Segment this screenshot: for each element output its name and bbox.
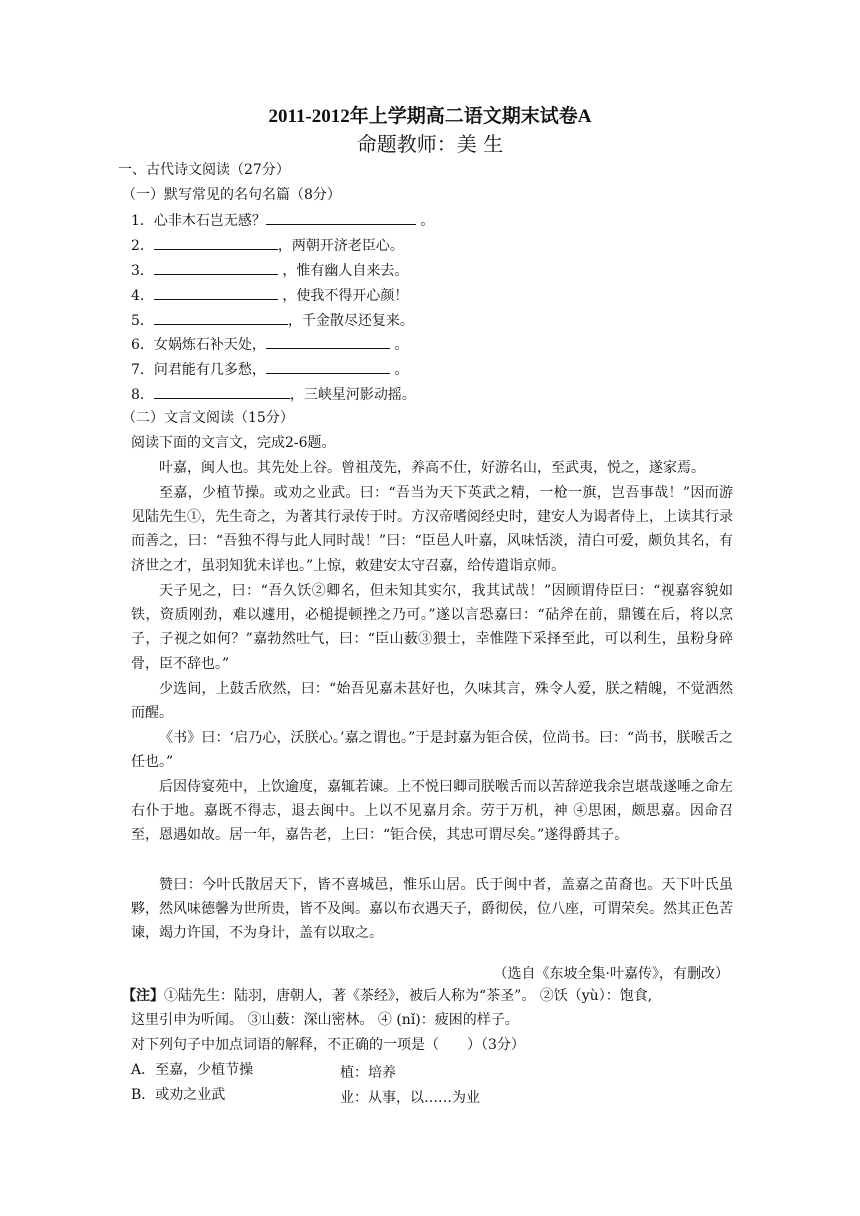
fill-item-4: 4． ，使我不得开心颜！ — [131, 288, 409, 304]
answer-blank[interactable] — [266, 335, 390, 349]
answer-blank[interactable] — [154, 236, 278, 250]
passage-paragraph-5: 《书》曰：‘启乃心，沃朕心。’嘉之谓也。”于是封嘉为钜合侯，位尚书。曰：“尚书，朕喉舌之任也。” — [131, 730, 733, 771]
option-a-sentence[interactable]: A．至嘉，少植节操 — [131, 1062, 254, 1078]
passage-paragraph-7: 赞曰：今叶氏散居天下，皆不喜城邑，惟乐山居。氏于闽中者，盖嘉之苗裔也。天下叶氏虽夥，然风味德馨为世所贵，皆不及闽。嘉以布衣遇天子，爵彻侯，位八座，可谓荣矣。然其正色苦谏，竭力许国，不为身计，盖有以取之。 — [131, 877, 733, 942]
answer-blank[interactable] — [154, 286, 278, 300]
question-2: 对下列句子中加点词语的解释，不正确的一项是（ ）（3分） — [131, 1037, 525, 1053]
section-heading-1: 一、古代诗文阅读（27分） — [118, 162, 290, 178]
answer-blank[interactable] — [266, 211, 416, 225]
answer-blank[interactable] — [266, 360, 390, 374]
passage-paragraph-2: 至嘉，少植节操。或劝之业武。曰：“吾当为天下英武之精，一枪一旗，岂吾事哉！”因而游见陆先生①，先生奇之，为著其行录传于时。方汉帝嗜阅经史时，建安人为谒者侍上，上读其行录而善之，曰：“吾独不得与此人同时哉！”曰：“臣邑人叶嘉，风味恬淡，清白可爱，颇负其名，有济世之才，虽羽知犹未详也。”上惊，敕建安太守召嘉，给传遣诣京师。 — [131, 485, 733, 574]
passage-paragraph-6: 后因侍宴苑中，上饮逾度，嘉辄若谏。上不悦曰卿司朕喉舌而以苦辞逆我余岂堪哉遂唾之命左右仆于地。嘉既不得志，退去闽中。上以不见嘉月余。劳于万机，神 ④思困，颇思嘉。因命召至，恩遇如故。居一年，嘉告老，上曰：“钜合侯，其忠可谓尽矣。”遂得爵其子。 — [131, 779, 733, 844]
option-b-definition: 业：从事，以……为业 — [340, 1090, 480, 1106]
notes-line-1: 【注】①陆先生：陆羽，唐朝人，著《茶经》，被后人称为“茶圣”。 ②饫（yù）：饱食, — [122, 988, 653, 1004]
fill-item-7: 7．问君能有几多愁， 。 — [131, 362, 409, 378]
exam-subtitle: 命题教师：美 生 — [356, 132, 504, 156]
fill-item-3: 3． ，惟有幽人自来去。 — [131, 263, 409, 279]
answer-blank[interactable] — [154, 261, 278, 275]
option-a-definition: 植：培养 — [340, 1065, 396, 1081]
fill-item-2: 2． ，两朝开济老臣心。 — [131, 238, 404, 254]
passage-paragraph-1: 叶嘉，闽人也。其先处上谷。曾祖茂先，养高不仕，好游名山，至武夷，悦之，遂家焉。 — [159, 460, 705, 476]
notes-label: 【注】 — [122, 988, 164, 1004]
fill-item-5: 5． ，千金散尽还复来。 — [131, 313, 414, 329]
answer-blank[interactable] — [154, 385, 290, 399]
notes-line-2: 这里引申为听闻。 ③山薮：深山密林。 ④ (nǐ)：疲困的样子。 — [131, 1012, 519, 1028]
section-heading-1-1: （一）默写常见的名句名篇（8分） — [122, 187, 341, 203]
passage-paragraph-4: 少选间，上鼓舌欣然，曰：“始吾见嘉未甚好也，久味其言，殊令人爱，朕之精魄，不觉洒然而醒。 — [131, 681, 733, 722]
answer-blank[interactable] — [154, 311, 288, 325]
passage-source: （选自《东坡全集·叶嘉传》，有删改） — [493, 966, 729, 982]
passage-paragraph-3: 天子见之，曰：“吾久饫②卿名，但未知其实尔，我其试哉！”因顾谓侍臣曰：“视嘉容貌如铁，资质刚劲，难以遽用，必槌提顿挫之乃可。”遂以言恐嘉曰：“砧斧在前，鼎镬在后，将以烹子，子视之如何？”嘉勃然吐气，曰：“臣山薮③猥士，幸惟陛下采择至此，可以利生，虽粉身碎骨，臣不辞也。” — [131, 583, 733, 672]
fill-item-8: 8． ，三峡星河影动摇。 — [131, 387, 416, 403]
exam-title: 2011-2012年上学期高二语文期末试卷A — [268, 106, 592, 127]
reading-instruction: 阅读下面的文言文，完成2-6题。 — [131, 435, 336, 451]
fill-item-1: 1．心非木石岂无感？ 。 — [131, 213, 435, 229]
section-heading-1-2: （二）文言文阅读（15分） — [122, 410, 294, 426]
option-b-sentence[interactable]: B．或劝之业武 — [131, 1087, 226, 1103]
fill-item-6: 6．女娲炼石补天处， 。 — [131, 337, 409, 353]
